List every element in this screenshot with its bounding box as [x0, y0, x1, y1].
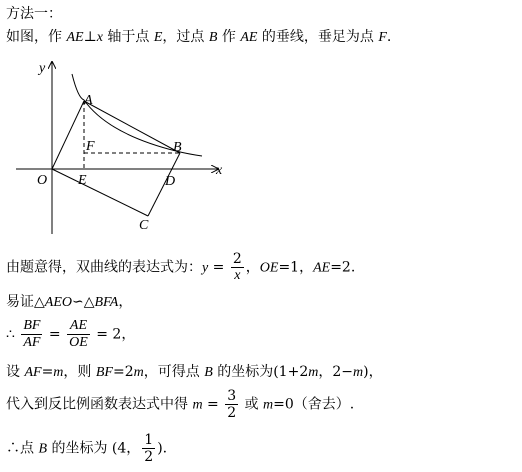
solution-heading: 方法一： [6, 6, 62, 22]
fraction-3-over-2: $\frac{3}{2}$ [227, 388, 237, 421]
label-x: x [216, 163, 223, 178]
label-b: B [173, 140, 182, 155]
fraction-bf-af: $\frac{BF}{AF}$ [23, 318, 41, 350]
substitution-statement: 设 AF=m，则 BF=2m，可得点 B 的坐标为(1+2m，2−m)， [6, 364, 383, 380]
label-c: C [139, 218, 149, 233]
label-a: A [84, 93, 93, 108]
segment-oc [52, 169, 148, 216]
fraction-ae-oe: $\frac{AE}{OE}$ [69, 318, 88, 350]
geometry-figure [12, 56, 242, 246]
segment-bc [148, 153, 180, 216]
label-f: F [86, 139, 95, 154]
ratio-statement: ∴ $\frac{BF}{AF}$ = $\frac{AE}{OE}$ = 2， [6, 318, 136, 350]
label-e: E [78, 173, 87, 188]
fraction-1-over-2: $\frac{1}{2}$ [144, 432, 154, 465]
segment-ab [84, 101, 180, 153]
similarity-statement: 易证△AEO∽△BFA， [6, 294, 133, 310]
construction-statement: 如图，作 AE⊥x 轴于点 E，过点 B 作 AE 的垂线，垂足为点 F. [6, 29, 392, 45]
label-o: O [37, 173, 48, 188]
hyperbola-expression: 由题意得，双曲线的表达式为：y = $\frac{2}{x}$ ，OE=1，AE=2. [6, 251, 356, 283]
segment-oa [52, 101, 84, 169]
fraction-2-over-x: $\frac{2}{x}$ [232, 251, 242, 283]
solve-m-statement: 代入到反比例函数表达式中得 m = $\frac{3}{2}$ 或 m=0（舍去）. [6, 388, 355, 421]
label-d: D [165, 174, 176, 189]
conclusion-statement: ∴点 B 的坐标为 (4， $\frac{1}{2}$ ). [6, 432, 168, 465]
label-y: y [39, 61, 46, 76]
